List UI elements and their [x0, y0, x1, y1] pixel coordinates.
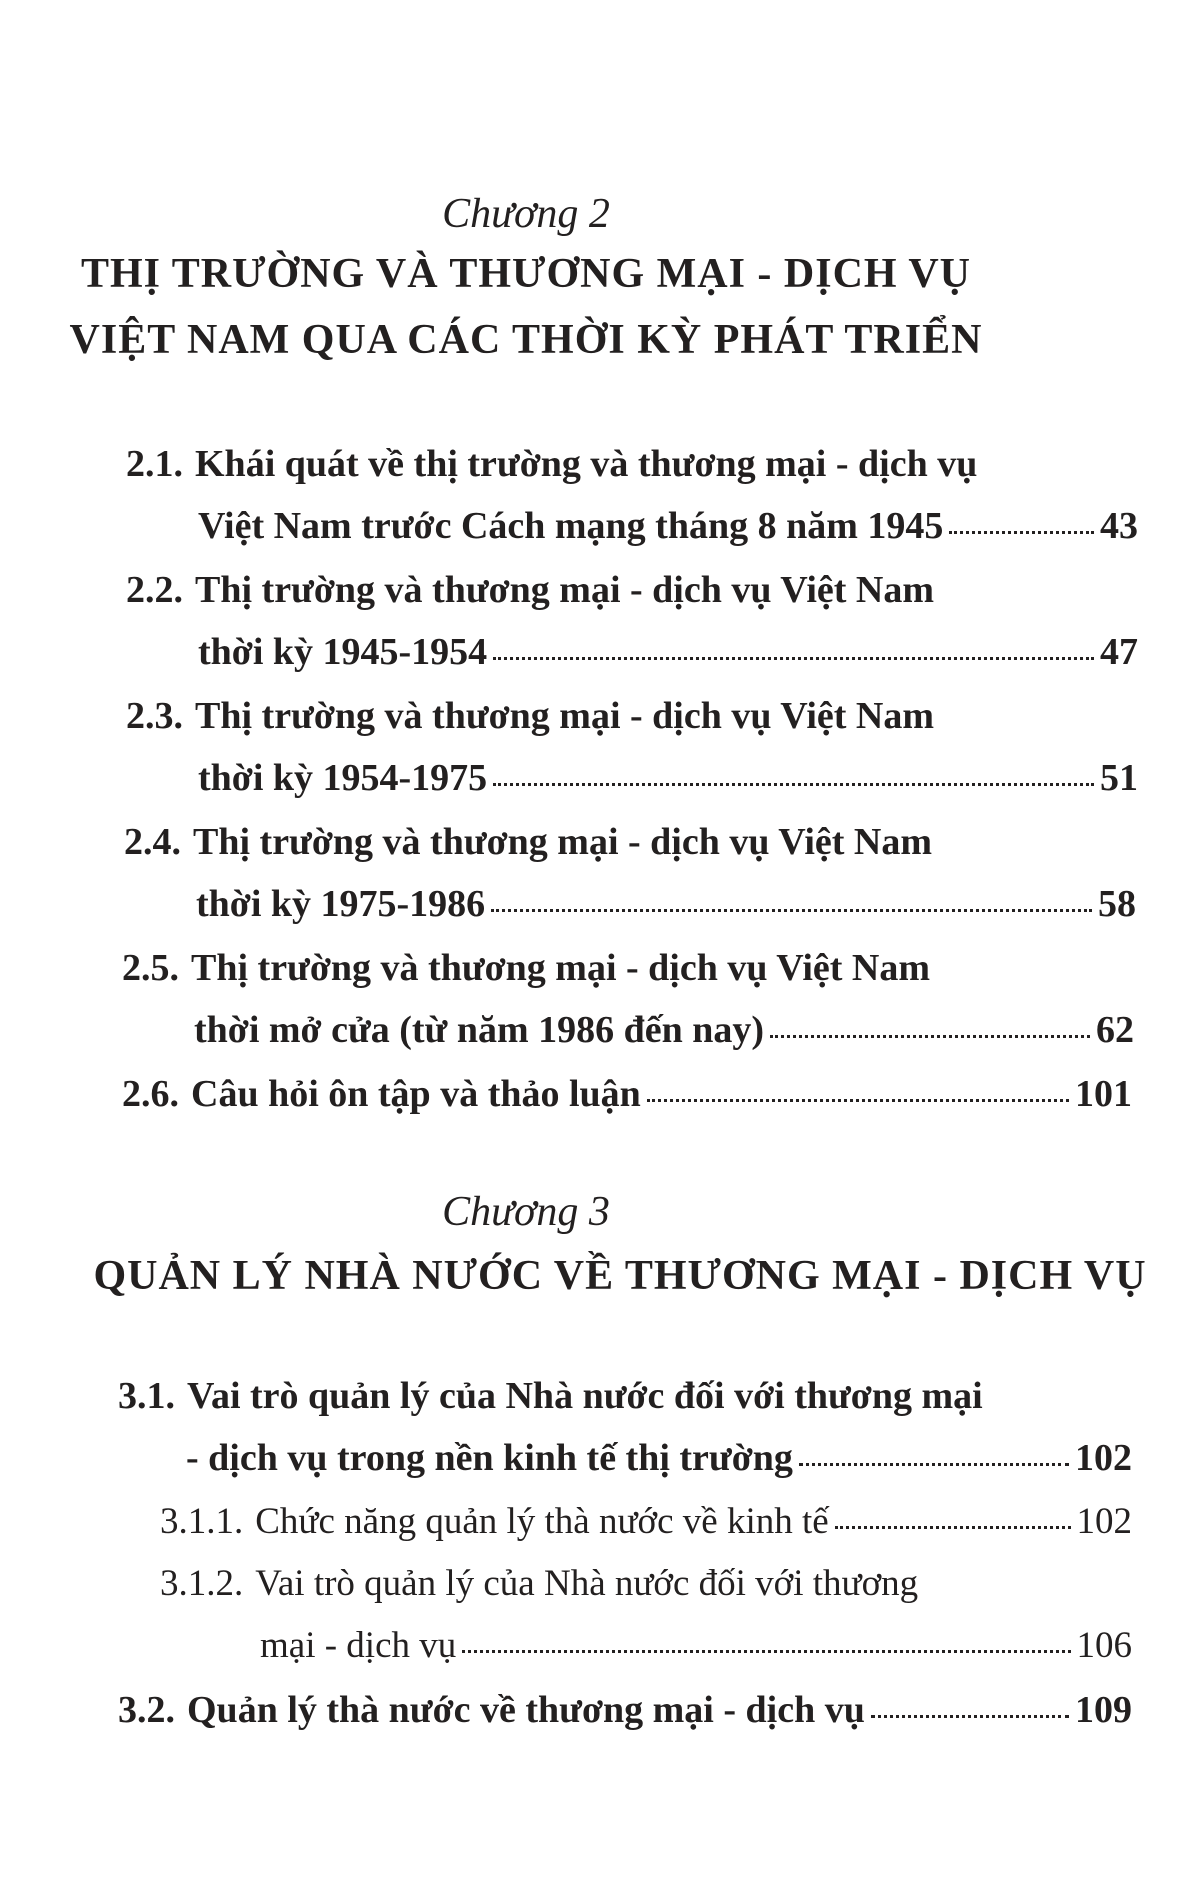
toc-page-number: 43 [1100, 505, 1138, 547]
toc-entry-number: 2.2. [126, 569, 183, 611]
toc-entry-number: 3.2. [118, 1689, 175, 1731]
toc-entry-number: 3.1. [118, 1375, 175, 1417]
leader-dots [647, 1099, 1069, 1102]
toc-entry-number: 2.5. [122, 947, 179, 989]
toc-entry-number: 2.3. [126, 695, 183, 737]
toc-page-number: 58 [1098, 883, 1136, 925]
leader-dots [493, 783, 1094, 786]
toc-entry-number: 2.1. [126, 443, 183, 485]
toc-entry-2-4-line2 [196, 882, 1136, 926]
toc-entry-3-1-line1 [118, 1374, 1118, 1418]
toc-entry-2-3-line1 [126, 694, 1086, 738]
leader-dots [491, 909, 1092, 912]
toc-entry-title: Chức năng quản lý thà nước về kinh tế [255, 1501, 829, 1542]
leader-dots [770, 1035, 1090, 1038]
toc-entry-number: 3.1.2. [160, 1563, 244, 1604]
chapter-3-label: Chương 3 [442, 1189, 610, 1235]
toc-entry-title-cont: thời kỳ 1975-1986 [196, 883, 486, 925]
toc-entry-title-cont: Việt Nam trước Cách mạng tháng 8 năm 1945 [198, 505, 944, 547]
leader-dots [493, 657, 1094, 660]
toc-entry-title: Vai trò quản lý của Nhà nước đối với thương [255, 1563, 919, 1604]
toc-page-number: 62 [1096, 1009, 1134, 1051]
toc-entry-title: Câu hỏi ôn tập và thảo luận [191, 1073, 641, 1115]
toc-entry-2-4-line1 [124, 820, 1084, 864]
toc-page-number: 102 [1075, 1437, 1132, 1479]
chapter-2-title-line1: THỊ TRƯỜNG VÀ THƯƠNG MẠI - DỊCH VỤ [80, 251, 972, 297]
toc-entry-number: 2.4. [124, 821, 181, 863]
toc-entry-title: Thị trường và thương mại - dịch vụ Việt Nam [193, 821, 933, 863]
toc-entry-title: Thị trường và thương mại - dịch vụ Việt Nam [191, 947, 931, 989]
toc-page-number: 47 [1100, 631, 1138, 673]
toc-entry-3-1-1 [160, 1500, 1132, 1543]
toc-entry-title-cont: - dịch vụ trong nền kinh tế thị trường [186, 1437, 793, 1479]
leader-dots [835, 1526, 1071, 1529]
toc-page-number: 51 [1100, 757, 1138, 799]
toc-entry-title: Thị trường và thương mại - dịch vụ Việt Nam [195, 695, 935, 737]
toc-page-number: 106 [1076, 1625, 1132, 1666]
toc-entry-title-cont: thời kỳ 1954-1975 [198, 757, 488, 799]
toc-page-number: 101 [1075, 1073, 1132, 1115]
toc-entry-title: Quản lý thà nước về thương mại - dịch vụ [187, 1689, 865, 1731]
toc-entry-title: Khái quát về thị trường và thương mại - dịch vụ [195, 443, 978, 485]
toc-entry-2-2-line2 [198, 630, 1138, 674]
leader-dots [462, 1650, 1070, 1653]
toc-entry-title: Vai trò quản lý của Nhà nước đối với thương mại [187, 1375, 983, 1417]
toc-entry-3-1-2-line1 [160, 1562, 1120, 1605]
toc-entry-title: Thị trường và thương mại - dịch vụ Việt Nam [195, 569, 935, 611]
leader-dots [949, 531, 1094, 534]
toc-page-number: 109 [1075, 1689, 1132, 1731]
toc-entry-2-5-line2 [194, 1008, 1134, 1052]
chapter-2-title-line2: VIỆT NAM QUA CÁC THỜI KỲ PHÁT TRIỂN [69, 317, 983, 363]
toc-entry-2-6 [122, 1072, 1132, 1116]
leader-dots [871, 1715, 1069, 1718]
toc-entry-title-cont: thời kỳ 1945-1954 [198, 631, 488, 673]
leader-dots [799, 1463, 1069, 1466]
toc-entry-2-3-line2 [198, 756, 1138, 800]
chapter-2-label: Chương 2 [442, 191, 610, 237]
toc-entry-number: 3.1.1. [160, 1501, 244, 1542]
toc-entry-title-cont: mại - dịch vụ [260, 1625, 457, 1666]
toc-entry-3-2 [118, 1688, 1132, 1732]
toc-page-number: 102 [1076, 1501, 1132, 1542]
toc-entry-2-1-line1 [126, 442, 1086, 486]
toc-entry-2-5-line1 [122, 946, 1082, 990]
toc-entry-number: 2.6. [122, 1073, 179, 1115]
toc-entry-3-1-2-line2 [260, 1624, 1132, 1667]
toc-entry-title-cont: thời mở cửa (từ năm 1986 đến nay) [194, 1009, 765, 1051]
toc-entry-3-1-line2 [186, 1436, 1132, 1480]
chapter-3-title-line1: QUẢN LÝ NHÀ NƯỚC VỀ THƯƠNG MẠI - DỊCH VỤ [93, 1253, 1147, 1299]
toc-entry-2-1-line2 [198, 504, 1138, 548]
toc-entry-2-2-line1 [126, 568, 1086, 612]
